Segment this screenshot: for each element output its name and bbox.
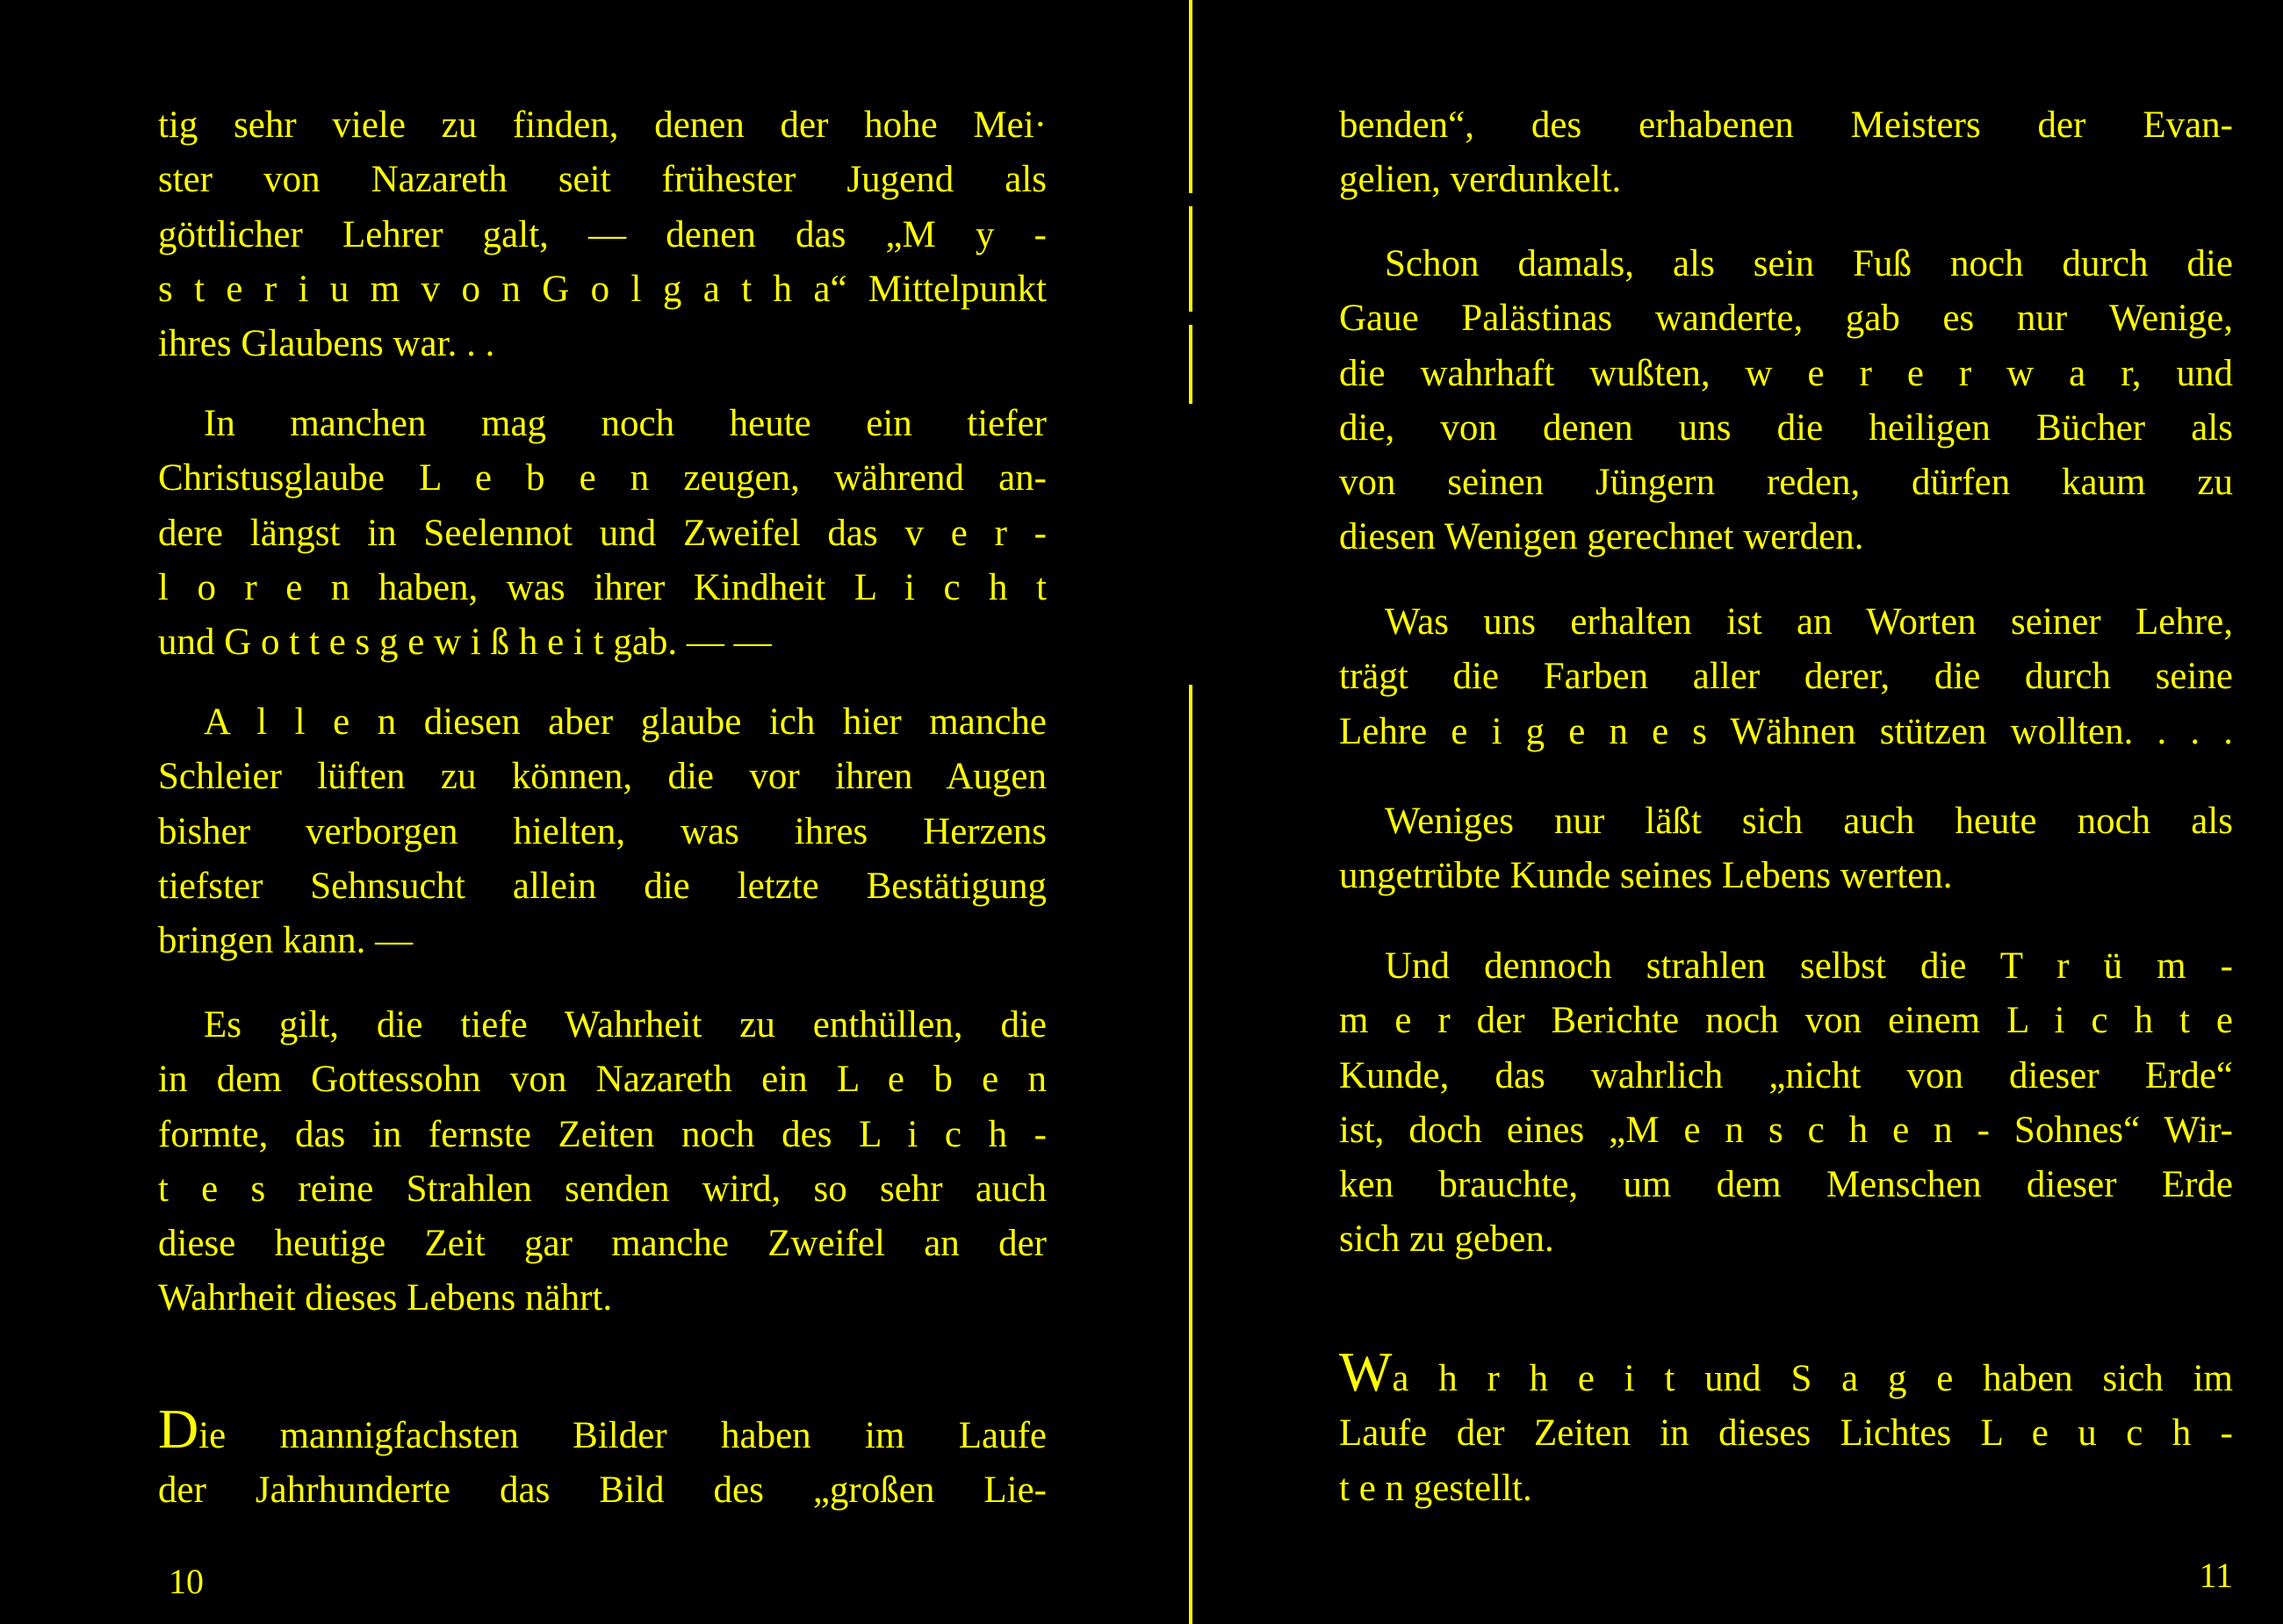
text-line: In manchen mag noch heute ein tiefer [204,403,1047,444]
right-page [1339,0,2233,1624]
text-line: Lehre e i g e n e s Wähnen stützen wollten. . . . [1339,710,2233,752]
text-line: Kunde, das wahrlich „nicht von dieser Erde“ [1339,1054,2233,1096]
left-paragraph-3 [158,695,1047,968]
text-line: t e s reine Strahlen senden wird, so sehr auch [158,1168,1047,1210]
text-line: Gaue Palästinas wanderte, gab es nur Wenige, [1339,298,2233,340]
text-line: göttlicher Lehrer galt, — denen das „M y - [158,213,1047,255]
text-line: dere längst in Seelennot und Zweifel das v e r - [158,512,1047,554]
text-line: diese heutige Zeit gar manche Zweifel an der [158,1223,1047,1265]
text-line: Es gilt, die tiefe Wahrheit zu enthüllen, die [204,1004,1047,1046]
text-line: bringen kann. — [158,920,414,962]
right-paragraph-3 [1339,595,2233,759]
text-line: Und dennoch strahlen selbst die T r ü m - [1385,945,2233,987]
drop-cap: D [158,1398,199,1460]
page-number: 11 [2199,1556,2233,1595]
left-paragraph-5 [158,1398,1047,1519]
text-line: A l l e n diesen aber glaube ich hier manche [204,701,1047,743]
text-line: in dem Gottessohn von Nazareth ein L e b e n [158,1059,1047,1101]
text-line: Wahrheit dieses Lebens nährt. [158,1277,613,1319]
text-line: tig sehr viele zu finden, denen der hohe Mei· [158,104,1047,146]
text-line: und G o t t e s g e w i ß h e i t gab. — — [158,622,772,664]
left-page [158,0,1047,1624]
page-number: 10 [169,1562,204,1601]
text-line: formte, das in fernste Zeiten noch des L i c h - [158,1113,1047,1155]
text-line: l o r e n haben, was ihrer Kindheit L i c h t [158,566,1047,608]
right-paragraph-2 [1339,237,2233,565]
left-paragraph-1 [158,98,1047,371]
text-line: tiefster Sehnsucht allein die letzte Bestätigung [158,865,1047,907]
text-line: gelien, verdunkelt. [1339,159,1622,201]
left-paragraph-2 [158,397,1047,670]
text-line: Was uns erhalten ist an Worten seiner Lehre, [1385,601,2233,643]
right-paragraph-5 [1339,939,2233,1268]
text-line: ster von Nazareth seit frühester Jugend als [158,159,1047,201]
right-paragraph-4 [1339,794,2233,904]
left-paragraph-4 [158,998,1047,1326]
text-line: die wahrhaft wußten, w e r e r w a r, und [1339,352,2233,394]
right-paragraph-1 [1339,98,2233,208]
text-line: von seinen Jüngern reden, dürfen kaum zu [1339,462,2233,504]
text-line: Schleier lüften zu können, die vor ihren Augen [158,756,1047,798]
text-line: bisher verborgen hielten, was ihres Herzens [158,810,1047,852]
text-line: Laufe der Zeiten in dieses Lichtes L e u c h - [1339,1412,2233,1455]
text-line: der Jahrhunderte das Bild des „großen Lie- [158,1470,1047,1512]
text-line: Weniges nur läßt sich auch heute noch als [1385,801,2233,842]
text-line: ist, doch eines „M e n s c h e n - Sohnes“ Wir- [1339,1109,2233,1151]
text-line: sich zu geben. [1339,1218,1554,1261]
drop-cap: W [1339,1340,1393,1403]
right-paragraph-6 [1339,1340,2233,1516]
text-line: Christusglaube L e b e n zeugen, während an- [158,457,1047,499]
text-line: ihres Glaubens war. . . [158,323,495,365]
text-line: t e n gestellt. [1339,1467,1532,1509]
text-line: Wa h r h e i t und S a g e haben sich im [1339,1340,2233,1403]
text-line: m e r der Berichte noch von einem L i c h t e [1339,1000,2233,1042]
book-gutter [1189,0,1194,1624]
text-line: ungetrübte Kunde seines Lebens werten. [1339,855,1953,897]
text-line: diesen Wenigen gerechnet werden. [1339,516,1864,558]
text-line: benden“, des erhabenen Meisters der Evan- [1339,104,2233,146]
text-line: Schon damals, als sein Fuß noch durch die [1385,243,2233,284]
text-line: ken brauchte, um dem Menschen dieser Erde [1339,1164,2233,1206]
text-line: s t e r i u m v o n G o l g a t h a“ Mittelpunkt [158,268,1047,310]
text-line: trägt die Farben aller derer, die durch seine [1339,656,2233,698]
text-line: die, von denen uns die heiligen Bücher als [1339,406,2233,449]
text-line: Die mannigfachsten Bilder haben im Laufe [158,1398,1047,1460]
